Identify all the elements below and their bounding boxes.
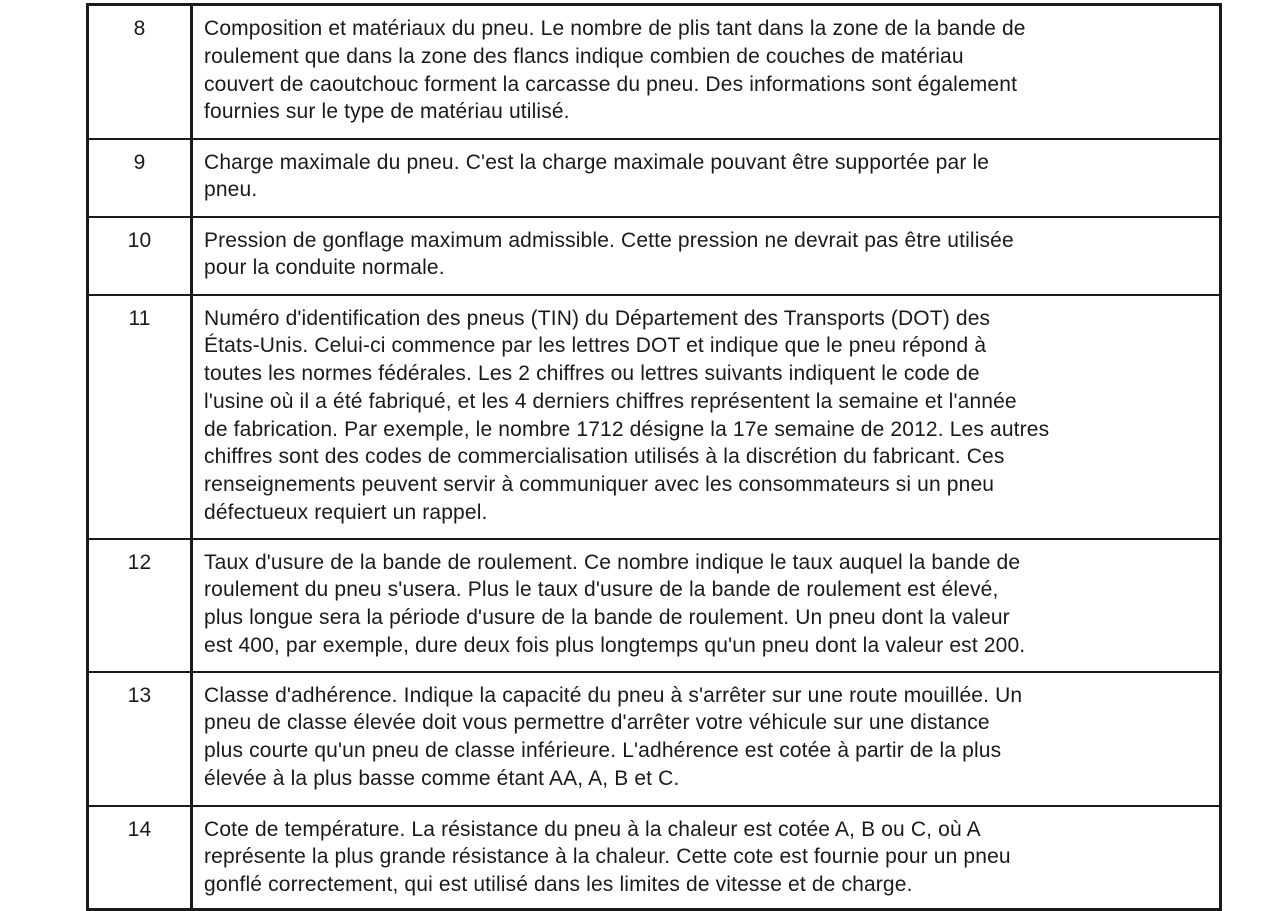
row-description: Pression de gonflage maximum admissible. Cette pression ne devrait pas être utilisée pour la conduite normale. <box>192 217 1221 295</box>
table-row <box>88 5 1221 139</box>
row-description: Numéro d'identification des pneus (TIN) du Département des Transports (DOT) des États-Unis. Celui-ci commence par les lettres DOT et indique que le pneu répond à toutes les normes fédérales. Les 2 chiffres ou lettres suivants indiquent le code de l'usine où il a été fabriqué, et les 4 derniers chiffres représentent la semaine et l'année de fabrication. Par exemple, le nombre 1712 désigne la 17e semaine de 2012. Les autres chiffres sont des codes de commercialisation utilisés à la discrétion du fabricant. Ces renseignements peuvent servir à communiquer avec les consommateurs si un pneu défectueux requiert un rappel. <box>192 295 1221 539</box>
table-row <box>88 139 1221 217</box>
row-number: 12 <box>88 539 192 672</box>
row-description: Charge maximale du pneu. C'est la charge maximale pouvant être supportée par le pneu. <box>192 139 1221 217</box>
row-number: 10 <box>88 217 192 295</box>
table-row <box>88 295 1221 539</box>
row-description: Classe d'adhérence. Indique la capacité du pneu à s'arrêter sur une route mouillée. Un pneu de classe élevée doit vous permettre d'arrêter votre véhicule sur une distance plus courte qu'un pneu de classe inférieure. L'adhérence est cotée à partir de la plus élevée à la plus basse comme étant AA, A, B et C. <box>192 672 1221 806</box>
table-row <box>88 539 1221 672</box>
row-number: 14 <box>88 806 192 910</box>
row-number: 11 <box>88 295 192 539</box>
row-description: Cote de température. La résistance du pneu à la chaleur est cotée A, B ou C, où A représente la plus grande résistance à la chaleur. Cette cote est fournie pour un pneu gonflé correctement, qui est utilisé dans les limites de vitesse et de charge. <box>192 806 1221 910</box>
row-description: Composition et matériaux du pneu. Le nombre de plis tant dans la zone de la bande de roulement que dans la zone des flancs indique combien de couches de matériau couvert de caoutchouc forment la carcasse du pneu. Des informations sont également fournies sur le type de matériau utilisé. <box>192 5 1221 139</box>
tire-info-table <box>86 3 1222 911</box>
table-row <box>88 806 1221 910</box>
row-number: 9 <box>88 139 192 217</box>
row-description: Taux d'usure de la bande de roulement. Ce nombre indique le taux auquel la bande de roulement du pneu s'usera. Plus le taux d'usure de la bande de roulement est élevé, plus longue sera la période d'usure de la bande de roulement. Un pneu dont la valeur est 400, par exemple, dure deux fois plus longtemps qu'un pneu dont la valeur est 200. <box>192 539 1221 672</box>
table-row <box>88 217 1221 295</box>
row-number: 8 <box>88 5 192 139</box>
row-number: 13 <box>88 672 192 806</box>
table-row <box>88 672 1221 806</box>
